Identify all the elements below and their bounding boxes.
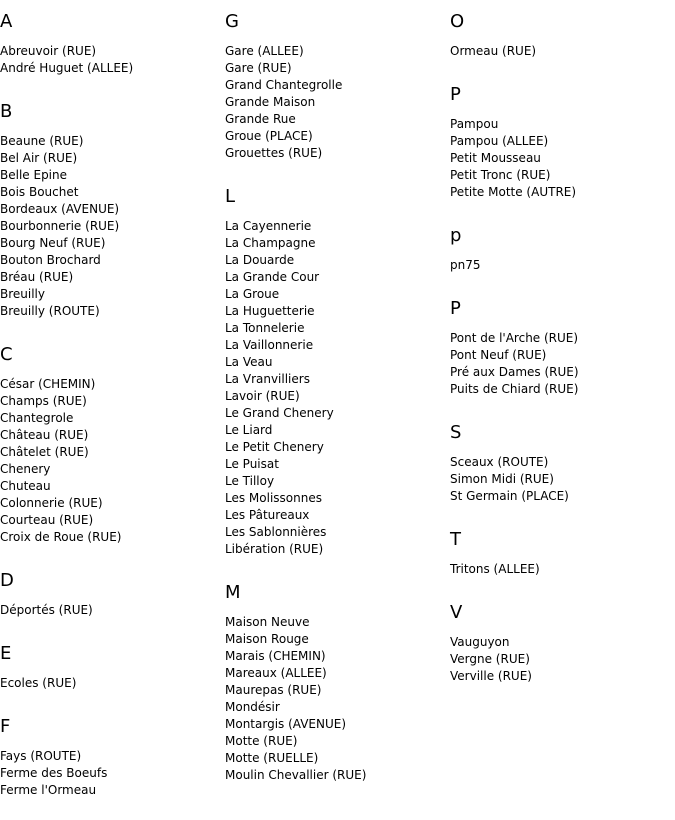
street-link[interactable]: Bourg Neuf (RUE) [0,236,106,250]
street-link[interactable]: Groue (PLACE) [225,129,313,143]
letter-heading: L [225,186,236,207]
letter-heading: A [0,11,13,32]
street-link[interactable]: Mondésir [225,700,280,714]
street-list [0,675,220,692]
letter-heading: P [450,84,461,105]
street-list [450,330,670,398]
letter-heading: C [0,344,13,365]
street-index-column-2 [225,8,445,805]
street-list [0,376,220,546]
letter-group [450,222,670,274]
street-link[interactable]: Petit Tronc (RUE) [450,168,551,182]
street-list [225,614,445,784]
street-list [0,748,220,799]
letter-heading: P [450,298,461,319]
street-link[interactable]: Bois Bouchet [0,185,79,199]
street-link[interactable]: La Douarde [225,253,295,267]
street-link[interactable]: Verville (RUE) [450,669,532,683]
street-link[interactable]: Courteau (RUE) [0,513,94,527]
letter-group [450,599,670,685]
letter-group [450,526,670,578]
letter-heading: D [0,570,14,591]
letter-group [450,419,670,505]
street-link[interactable]: Motte (RUELLE) [225,751,319,765]
street-link[interactable]: Le Tilloy [225,474,275,488]
letter-group [225,183,445,558]
street-link[interactable]: Le Grand Chenery [225,406,334,420]
street-link[interactable]: Montargis (AVENUE) [225,717,347,731]
street-link[interactable]: Le Puisat [225,457,279,471]
street-link[interactable]: Breuilly [0,287,45,301]
street-link[interactable]: Beaune (RUE) [0,134,84,148]
street-link[interactable]: Bouton Brochard [0,253,101,267]
street-link[interactable]: Les Pâtureaux [225,508,310,522]
street-link[interactable]: Sceaux (ROUTE) [450,455,549,469]
street-link[interactable]: Grouettes (RUE) [225,146,323,160]
street-link[interactable]: Les Sablonnières [225,525,327,539]
street-link[interactable]: Colonnerie (RUE) [0,496,103,510]
street-list [0,602,220,619]
street-link[interactable]: Puits de Chiard (RUE) [450,382,579,396]
letter-group [0,341,220,546]
street-link[interactable]: Bordeaux (AVENUE) [0,202,120,216]
street-link[interactable]: Bourbonnerie (RUE) [0,219,120,233]
street-link[interactable]: Chuteau [0,479,51,493]
street-link[interactable]: La Grande Cour [225,270,320,284]
street-link[interactable]: Simon Midi (RUE) [450,472,554,486]
letter-heading: M [225,582,241,603]
street-link[interactable]: Bel Air (RUE) [0,151,78,165]
street-link[interactable]: Ferme l'Ormeau [0,783,97,797]
street-link[interactable]: Mareaux (ALLEE) [225,666,327,680]
letter-group [0,713,220,799]
street-link[interactable]: Maison Rouge [225,632,309,646]
street-link[interactable]: St Germain (PLACE) [450,489,569,503]
letter-group [0,640,220,692]
letter-heading: F [0,716,11,737]
street-link[interactable]: Champs (RUE) [0,394,87,408]
street-link[interactable]: Maurepas (RUE) [225,683,322,697]
letter-heading: V [450,602,463,623]
street-link[interactable]: Gare (ALLEE) [225,44,304,58]
street-link[interactable]: Le Petit Chenery [225,440,324,454]
street-link[interactable]: Bréau (RUE) [0,270,74,284]
letter-heading: B [0,101,13,122]
letter-heading: S [450,422,462,443]
street-link[interactable]: Ormeau (RUE) [450,44,537,58]
street-index-column-3 [450,8,670,706]
letter-group [0,8,220,77]
street-list [225,43,445,162]
street-link[interactable]: Ecoles (RUE) [0,676,77,690]
street-link[interactable]: Pont Neuf (RUE) [450,348,547,362]
street-link[interactable]: André Huguet (ALLEE) [0,61,134,75]
street-list [450,257,670,274]
street-list [0,133,220,320]
letter-group [225,8,445,162]
street-link[interactable]: Gare (RUE) [225,61,292,75]
letter-heading: p [450,225,462,246]
street-link[interactable]: Grande Maison [225,95,316,109]
street-link[interactable]: La Huguetterie [225,304,315,318]
letter-group [225,579,445,784]
street-link[interactable]: Abreuvoir (RUE) [0,44,97,58]
street-link[interactable]: César (CHEMIN) [0,377,96,391]
letter-heading: G [225,11,239,32]
street-list [450,454,670,505]
street-link[interactable]: pn75 [450,258,481,272]
street-link[interactable]: Vergne (RUE) [450,652,530,666]
letter-group [450,295,670,398]
street-link[interactable]: Les Molissonnes [225,491,322,505]
street-link[interactable]: Chantegrole [0,411,74,425]
street-list [450,116,670,201]
street-list [0,43,220,77]
street-link[interactable]: Château (RUE) [0,428,89,442]
street-list [225,218,445,558]
street-link[interactable]: Lavoir (RUE) [225,389,300,403]
street-link[interactable]: Libération (RUE) [225,542,324,556]
street-link[interactable]: Tritons (ALLEE) [450,562,540,576]
street-link[interactable]: La Veau [225,355,273,369]
street-link[interactable]: Moulin Chevallier (RUE) [225,768,367,782]
street-link[interactable]: Chenery [0,462,51,476]
letter-group [450,8,670,60]
street-link[interactable]: Petit Mousseau [450,151,541,165]
street-link[interactable]: Pré aux Dames (RUE) [450,365,579,379]
letter-group [450,81,670,201]
street-link[interactable]: La Vranvilliers [225,372,310,386]
letter-heading: T [450,529,461,550]
street-link[interactable]: Breuilly (ROUTE) [0,304,100,318]
letter-heading: E [0,643,12,664]
street-link[interactable]: Pampou (ALLEE) [450,134,549,148]
street-link[interactable]: Grand Chantegrolle [225,78,343,92]
street-link[interactable]: Le Liard [225,423,273,437]
street-link[interactable]: La Tonnelerie [225,321,305,335]
street-link[interactable]: Petite Motte (AUTRE) [450,185,577,199]
letter-group [0,567,220,619]
street-list [450,43,670,60]
street-link[interactable]: La Cayennerie [225,219,312,233]
street-link[interactable]: La Champagne [225,236,316,250]
letter-heading: O [450,11,465,32]
street-link[interactable]: Châtelet (RUE) [0,445,89,459]
street-link[interactable]: Ferme des Boeufs [0,766,108,780]
street-link[interactable]: Croix de Roue (RUE) [0,530,122,544]
street-list [450,634,670,685]
street-link[interactable]: Vauguyon [450,635,510,649]
street-link[interactable]: La Vaillonnerie [225,338,314,352]
street-link[interactable]: Maison Neuve [225,615,310,629]
street-link[interactable]: La Groue [225,287,280,301]
street-link[interactable]: Pampou [450,117,499,131]
street-link[interactable]: Grande Rue [225,112,296,126]
street-link[interactable]: Marais (CHEMIN) [225,649,326,663]
street-index-column-1 [0,8,220,820]
street-link[interactable]: Motte (RUE) [225,734,298,748]
street-list [450,561,670,578]
street-link[interactable]: Déportés (RUE) [0,603,93,617]
street-link[interactable]: Pont de l'Arche (RUE) [450,331,579,345]
street-link[interactable]: Fays (ROUTE) [0,749,82,763]
letter-group [0,98,220,320]
street-link[interactable]: Belle Epine [0,168,68,182]
